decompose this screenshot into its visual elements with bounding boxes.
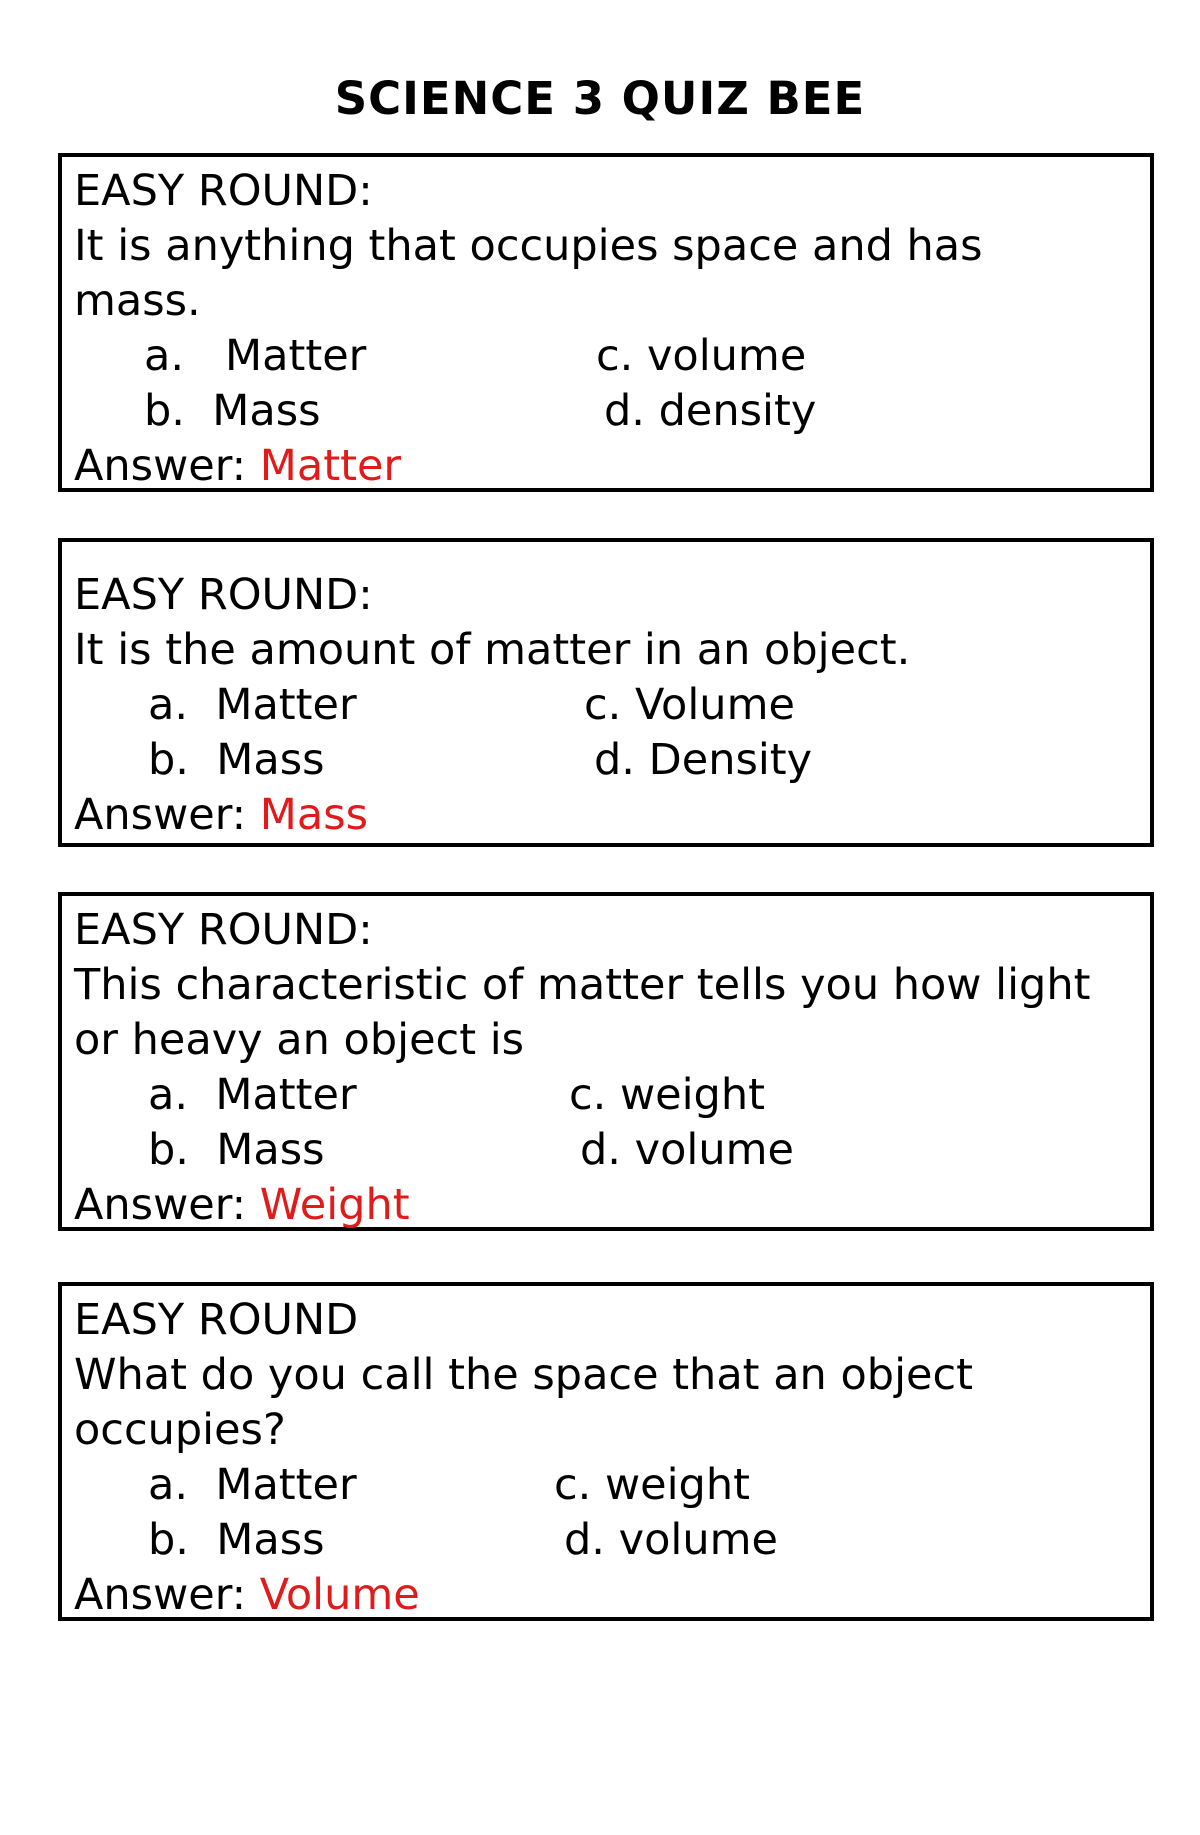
- choice-b: b. Mass: [148, 1515, 325, 1565]
- round-label: EASY ROUND:: [74, 166, 373, 216]
- choices-row-2: [74, 733, 1150, 788]
- choices-row-1: [74, 1068, 1150, 1123]
- choice-c: c. weight: [554, 1460, 750, 1510]
- answer-line: [74, 1568, 1150, 1623]
- choice-d: d. density: [604, 386, 817, 436]
- answer-value: Mass: [259, 790, 369, 840]
- choice-d: d. volume: [564, 1515, 778, 1565]
- question-card-2: [58, 538, 1154, 847]
- choices-row-2: [74, 1123, 1150, 1178]
- choice-c: c. Volume: [584, 680, 795, 730]
- question-card-1: [58, 153, 1154, 492]
- question-text: What do you call the space that an object occupies?: [74, 1350, 973, 1455]
- question-text: This characteristic of matter tells you how light or heavy an object is: [74, 960, 1091, 1065]
- answer-value: Weight: [259, 1180, 410, 1230]
- choice-a: a. Matter: [148, 1460, 357, 1510]
- choice-a: a. Matter: [144, 331, 367, 381]
- answer-label: Answer:: [74, 1570, 247, 1620]
- choices-row-1: [74, 678, 1150, 733]
- answer-line: [74, 788, 1150, 843]
- choice-a: a. Matter: [148, 1070, 357, 1120]
- choice-b: b. Mass: [148, 735, 325, 785]
- round-label: EASY ROUND:: [74, 905, 373, 955]
- choices-row-2: [74, 384, 1150, 439]
- question-card-3: [58, 892, 1154, 1231]
- choice-a: a. Matter: [148, 680, 357, 730]
- choice-d: d. volume: [580, 1125, 794, 1175]
- page-title: SCIENCE 3 QUIZ BEE: [334, 72, 866, 125]
- choice-c: c. weight: [569, 1070, 765, 1120]
- question-text: It is anything that occupies space and has mass.: [74, 221, 983, 326]
- answer-value: Volume: [259, 1570, 420, 1620]
- question-card-4: [58, 1282, 1154, 1621]
- choices-row-2: [74, 1513, 1150, 1568]
- answer-value: Matter: [259, 441, 402, 491]
- question-text: It is the amount of matter in an object.: [74, 625, 911, 675]
- answer-label: Answer:: [74, 441, 247, 491]
- choice-c: c. volume: [596, 331, 807, 381]
- answer-line: [74, 439, 1150, 494]
- choices-row-1: [74, 329, 1150, 384]
- choice-b: b. Mass: [144, 386, 321, 436]
- choices-row-1: [74, 1458, 1150, 1513]
- answer-label: Answer:: [74, 790, 247, 840]
- answer-label: Answer:: [74, 1180, 247, 1230]
- round-label: EASY ROUND:: [74, 570, 373, 620]
- answer-line: [74, 1178, 1150, 1233]
- choice-b: b. Mass: [148, 1125, 325, 1175]
- choice-d: d. Density: [594, 735, 813, 785]
- round-label: EASY ROUND: [74, 1295, 359, 1345]
